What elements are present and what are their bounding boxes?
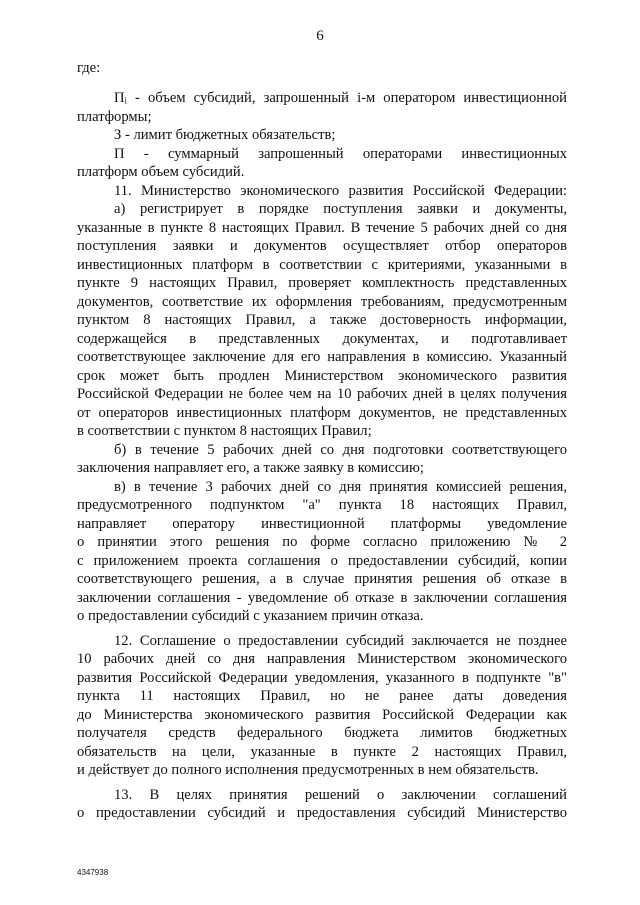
text-line: а) регистрирует в порядке поступления заявки и документы, — [114, 201, 567, 217]
text-line: Пᵢ - объем субсидий, запрошенный i-м оператором инвестиционной — [114, 90, 567, 106]
page-number: 6 — [316, 28, 324, 44]
text-line: с приложением проекта соглашения о предоставлении субсидий, копии — [77, 553, 567, 569]
text-line: до Министерства экономического развития Российской Федерации как — [77, 707, 567, 723]
text-line: указанные в пункте 8 настоящих Правил. В течение 5 рабочих дней со дня — [77, 220, 567, 236]
text-line: поступления заявки и документов осуществляет отбор операторов — [77, 238, 567, 254]
text-line: в соответствии с пунктом 8 настоящих Правил; — [77, 423, 372, 439]
text-line: о предоставлении субсидий и предоставления субсидий Министерство — [77, 805, 567, 821]
text-line: где: — [77, 60, 101, 76]
text-line: развития Российской Федерации уведомления, указанного в подпункте "в" — [77, 670, 567, 686]
text-line: заключения направляет его, а также заявку в комиссию; — [77, 460, 424, 476]
text-line: заключении соглашения - уведомление об отказе в заключении соглашения — [77, 590, 567, 606]
text-line: инвестиционных платформ в соответствии с критериями, указанными в — [77, 257, 567, 273]
text-line: пунктом 8 настоящих Правил, а также достоверность информации, — [77, 312, 567, 328]
text-line: содержащейся в представленных документах, и подготавливает — [77, 331, 567, 347]
text-line: документов, соответствие их оформления требованиям, предусмотренным — [77, 294, 567, 310]
text-line: платформ объем субсидий. — [77, 164, 245, 180]
text-line: пункта 11 настоящих Правил, но не ранее даты доведения — [77, 688, 567, 704]
text-line: 10 рабочих дней со дня направления Министерством экономического — [77, 651, 567, 667]
text-line: б) в течение 5 рабочих дней со дня подготовки соответствующего — [114, 442, 567, 458]
text-line: З - лимит бюджетных обязательств; — [114, 127, 336, 143]
text-line: о предоставлении субсидий с указанием причин отказа. — [77, 608, 424, 624]
text-line: срок может быть продлен Министерством экономического развития — [77, 368, 567, 384]
text-line: соответствующего решения, а в случае принятия решения об отказе в — [77, 571, 567, 587]
text-line: пункте 9 настоящих Правил, проверяет комплектность представленных — [77, 275, 567, 291]
text-line: и действует до полного исполнения предусмотренных в нем обязательств. — [77, 762, 539, 778]
text-line: направляет оператору инвестиционной платформы уведомление — [77, 516, 567, 532]
text-line: обязательств на цели, указанные в пункте 2 настоящих Правил, — [77, 744, 567, 760]
document-id: 4347938 — [77, 868, 109, 877]
text-line: о принятии этого решения по форме согласно приложению № 2 — [77, 534, 567, 550]
text-line: 11. Министерство экономического развития Российской Федерации: — [114, 183, 567, 199]
text-line: получателя средств федерального бюджета лимитов бюджетных — [77, 725, 567, 741]
text-line: 12. Соглашение о предоставлении субсидий заключается не позднее — [114, 633, 567, 649]
text-line: от операторов инвестиционных платформ документов, не представленных — [77, 405, 567, 421]
text-line: Российской Федерации не более чем на 10 рабочих дней в целях получения — [77, 386, 567, 402]
text-line: 13. В целях принятия решений о заключении соглашений — [114, 787, 567, 803]
text-line: в) в течение 3 рабочих дней со дня принятия комиссией решения, — [114, 479, 567, 495]
text-line: платформы; — [77, 109, 152, 125]
text-line: П - суммарный запрошенный операторами инвестиционных — [114, 146, 567, 162]
text-line: соответствующее заключение для его направления в комиссию. Указанный — [77, 349, 567, 365]
text-line: предусмотренного подпунктом "а" пункта 18 настоящих Правил, — [77, 497, 567, 513]
